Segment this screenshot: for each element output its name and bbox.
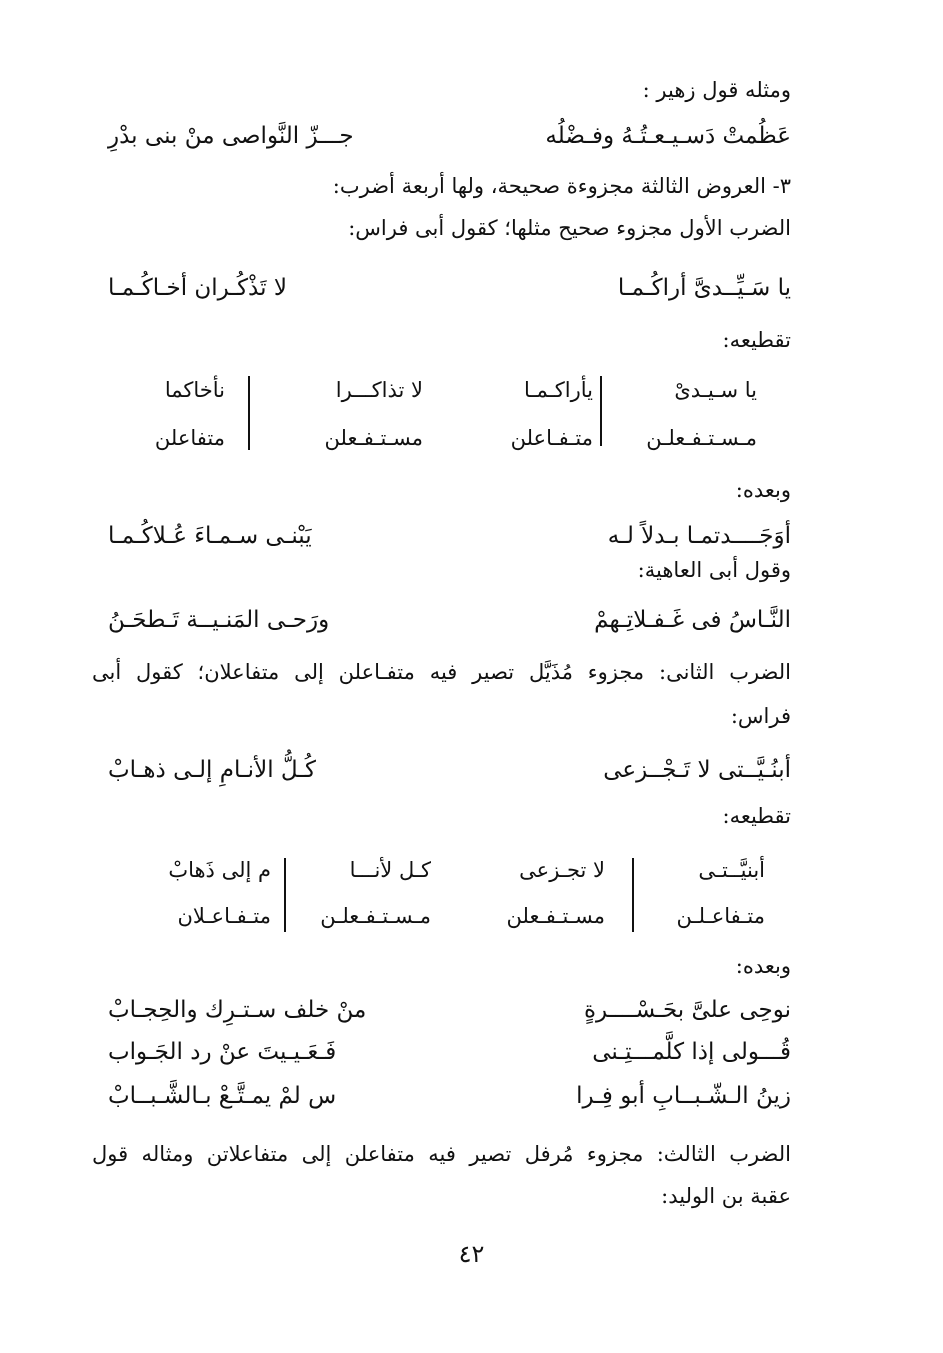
scansion-2-segment: أبنيَّــتـى — [698, 858, 765, 882]
scansion-2-foot: متـفـاعـلان — [177, 904, 271, 928]
scansion-1-segment: لا تذاكـــرا — [335, 378, 423, 402]
verse-8-second-hemistich: س لمْ يمـتَّـعْ بـالشَّـبــابْ — [108, 1083, 337, 1109]
scansion-1-segment: نأخاكما — [164, 378, 225, 402]
verse-3-second-hemistich: يَبْنـى سـمـاءَ عُـلاكُـمـا — [108, 523, 312, 549]
caesura-divider — [600, 376, 602, 446]
scansion-label: تقطيعه: — [722, 328, 791, 352]
verse-1-second-hemistich: جـــزّ النَّواصى منْ بنى بدْرِ — [108, 123, 354, 149]
verse-2-first-hemistich: يا سَـيِّــدىَّ أراكُـمـا — [617, 275, 791, 301]
scansion-1-segment: يأراكـمـا — [523, 378, 593, 402]
verse-6-first-hemistich: نوحِى علىَّ بحَـسْــــرةٍ — [584, 997, 791, 1023]
verse-6-second-hemistich: منْ خلف سـتـرِك والحِجـابْ — [108, 997, 367, 1023]
verse-8-first-hemistich: زينُ الـشّـبــابِ أبو فِـرا — [576, 1083, 791, 1109]
verse-1-first-hemistich: عَظُمتْ دَسـيـعـتُـهُ وفـضْلُه — [545, 123, 791, 149]
scansion-2-foot: مسـتـفـعلن — [506, 904, 605, 928]
scansion-1-foot: متفاعلن — [154, 426, 225, 450]
page-number: ٤٢ — [458, 1240, 485, 1268]
first-meter-description: الضرب الأول مجزوء صحيح مثلها؛ كقول أبى فراس: — [348, 216, 791, 240]
second-meter-description-cont: فراس: — [730, 704, 791, 728]
third-meter-description-cont: عقبة بن الوليد: — [661, 1184, 791, 1208]
scansion-1-foot: مسـتـفـعلن — [324, 426, 423, 450]
caesura-divider — [632, 858, 634, 932]
second-meter-description: الضرب الثانى: مجزوء مُذَيَّل تصير فيه متفـاعلن إلى متفاعلان؛ كقول أبى — [92, 660, 791, 684]
scansion-2-segment: كـل لأنـــا — [349, 858, 431, 882]
scansion-1-foot: مـسـتـفـعلـن — [646, 426, 757, 450]
verse-7-first-hemistich: قُـــولى إذا كلَّمـــتِـنى — [592, 1039, 791, 1065]
next-verse-label: وبعده: — [735, 954, 791, 978]
scansion-1-segment: يا سـيـدىْ — [674, 378, 757, 402]
poet-intro-line: وقول أبى العاهية: — [637, 558, 791, 582]
scansion-2-segment: لا تجـزعى — [519, 858, 605, 882]
verse-5-first-hemistich: أبنُـيَّــتى لا تَـجْــزعى — [603, 757, 791, 783]
third-meter-description: الضرب الثالث: مجزوء مُرفل تصير فيه متفاعلن إلى متفاعلاتن ومثاله قول — [92, 1142, 791, 1166]
intro-line: ومثله قول زهير : — [642, 78, 791, 102]
next-verse-label: وبعده: — [735, 478, 791, 502]
verse-3-first-hemistich: أوَجَــــدتمـا بـدلاً لـه — [607, 523, 791, 549]
scansion-2-foot: متـفاعـلـن — [676, 904, 765, 928]
scansion-2-foot: مـسـتـفـعلـن — [320, 904, 431, 928]
scansion-2-segment: م إلى ذَهابْ — [168, 858, 271, 882]
scansion-1-foot: متـفـاعلن — [510, 426, 593, 450]
caesura-divider — [284, 858, 286, 932]
caesura-divider — [248, 376, 250, 450]
verse-7-second-hemistich: فَـعَـيـيتَ عنْ رد الجَـواب — [108, 1039, 337, 1065]
scansion-label: تقطيعه: — [722, 804, 791, 828]
verse-4-second-hemistich: ورَحـى المَنـيــة تَـطحَـنُ — [108, 607, 330, 633]
verse-4-first-hemistich: النَّـاسُ فى غَـفـلاتِـهمْ — [594, 607, 791, 633]
verse-5-second-hemistich: كُـلُّ الأنـامِ إلـى ذهـابْ — [108, 757, 317, 783]
verse-2-second-hemistich: لا تَذْكُـران أخـاكُـمـا — [108, 275, 287, 301]
section-3-heading: ٣- العروض الثالثة مجزوءة صحيحة، ولها أربعة أضرب: — [332, 174, 791, 198]
